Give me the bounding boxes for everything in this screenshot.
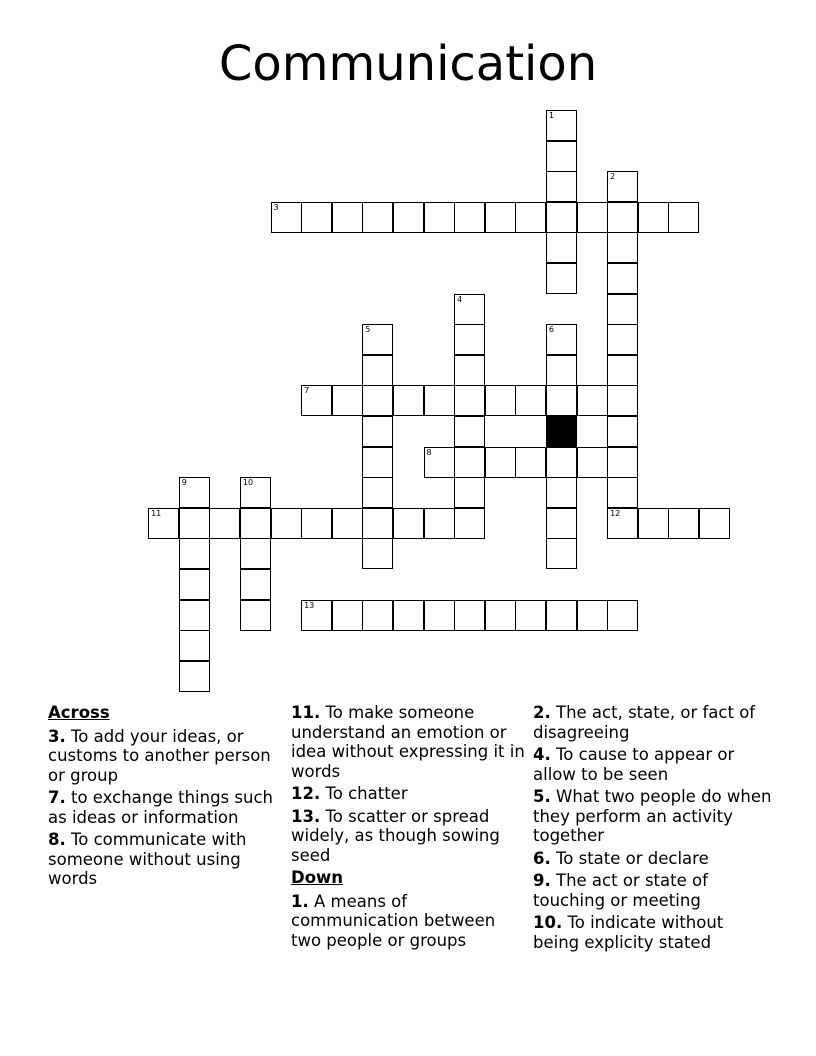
clue-text: To make someone understand an emotion or idea without expressing it in words: [291, 703, 525, 781]
grid-cell[interactable]: [179, 661, 210, 692]
clue-number: 11.: [291, 703, 321, 722]
grid-cell[interactable]: [485, 447, 516, 478]
grid-cell[interactable]: [454, 447, 485, 478]
grid-cell[interactable]: [607, 294, 638, 325]
cell-number: 2: [610, 172, 616, 182]
grid-cell[interactable]: [546, 477, 577, 508]
clue-number: 7.: [48, 788, 66, 807]
grid-cell[interactable]: [546, 324, 577, 355]
grid-cell[interactable]: [454, 294, 485, 325]
clue-number: 6.: [533, 848, 551, 868]
grid-cell[interactable]: [179, 477, 210, 508]
clue-down-10: [533, 913, 773, 952]
grid-cell[interactable]: [362, 538, 393, 569]
clue-down-1: [291, 892, 527, 951]
clue-column-2: [291, 703, 527, 953]
grid-cell[interactable]: [485, 202, 516, 233]
grid-cell[interactable]: [607, 416, 638, 447]
clue-text: To chatter: [325, 784, 408, 803]
grid-cell[interactable]: [240, 569, 271, 600]
page-title: Communication: [218, 36, 598, 92]
grid-cell[interactable]: [546, 600, 577, 631]
clue-text: The act, state, or fact of disagreeing: [533, 703, 756, 742]
cell-number: 7: [304, 386, 310, 396]
grid-cell[interactable]: [362, 508, 393, 539]
grid-cell[interactable]: [699, 508, 730, 539]
clue-across-7: [48, 788, 284, 827]
grid-cell[interactable]: [454, 355, 485, 386]
grid-cell[interactable]: [454, 416, 485, 447]
clue-number: 10.: [533, 913, 563, 932]
clue-text: To communicate with someone without using words: [48, 830, 247, 888]
grid-cell[interactable]: [332, 508, 363, 539]
clue-column-3: [533, 703, 773, 955]
grid-cell[interactable]: [179, 538, 210, 569]
clue-across-12: [291, 784, 527, 804]
grid-cell[interactable]: [515, 600, 546, 631]
clue-text: To state or declare: [556, 848, 709, 868]
cell-number: 10: [242, 478, 254, 488]
clue-number: 2.: [533, 703, 551, 722]
clue-across-8: [48, 830, 284, 889]
clue-number: 13.: [291, 806, 321, 826]
grid-cell[interactable]: [362, 477, 393, 508]
black-cell: [546, 416, 577, 447]
grid-cell[interactable]: [240, 477, 271, 508]
grid-cell[interactable]: [546, 141, 577, 172]
grid-cell[interactable]: [577, 202, 608, 233]
grid-cell[interactable]: [454, 477, 485, 508]
grid-cell[interactable]: [179, 508, 210, 539]
grid-cell[interactable]: [301, 202, 332, 233]
grid-cell[interactable]: [515, 202, 546, 233]
cell-number: 8: [426, 447, 432, 457]
grid-cell[interactable]: [240, 508, 271, 539]
grid-cell[interactable]: [454, 324, 485, 355]
clue-down-9: [533, 871, 773, 910]
grid-cell[interactable]: [546, 538, 577, 569]
grid-cell[interactable]: [577, 600, 608, 631]
clue-text: to exchange things such as ideas or information: [48, 788, 273, 827]
cell-number: 3: [273, 202, 279, 212]
grid-cell[interactable]: [271, 202, 302, 233]
cell-number: 1: [548, 111, 554, 120]
clue-text: To cause to appear or allow to be seen: [533, 745, 735, 784]
grid-cell[interactable]: [362, 324, 393, 355]
grid-cell[interactable]: [546, 171, 577, 202]
grid-cell[interactable]: [454, 508, 485, 539]
grid-cell[interactable]: [424, 600, 455, 631]
grid-cell[interactable]: [301, 508, 332, 539]
grid-cell[interactable]: [607, 385, 638, 416]
grid-cell[interactable]: [546, 447, 577, 478]
grid-cell[interactable]: [607, 202, 638, 233]
grid-cell[interactable]: [546, 110, 577, 141]
grid-cell[interactable]: [485, 600, 516, 631]
grid-cell[interactable]: [546, 385, 577, 416]
clue-number: 4.: [533, 745, 551, 764]
clue-down-6: [533, 849, 773, 869]
grid-cell[interactable]: [546, 232, 577, 263]
grid-cell[interactable]: [546, 508, 577, 539]
grid-cell[interactable]: [638, 508, 669, 539]
grid-cell[interactable]: [454, 385, 485, 416]
grid-cell[interactable]: [546, 355, 577, 386]
clue-number: 3.: [48, 726, 66, 746]
grid-cell[interactable]: [179, 569, 210, 600]
grid-cell[interactable]: [271, 508, 302, 539]
grid-cell[interactable]: [607, 600, 638, 631]
grid-cell[interactable]: [607, 324, 638, 355]
grid-cell[interactable]: [148, 508, 179, 539]
grid-cell[interactable]: [546, 202, 577, 233]
grid-cell[interactable]: [362, 600, 393, 631]
clue-number: 12.: [291, 784, 321, 803]
clue-number: 9.: [533, 871, 551, 890]
grid-cell[interactable]: [607, 508, 638, 539]
cell-number: 5: [365, 325, 371, 335]
clue-down-5: [533, 787, 773, 846]
grid-cell[interactable]: [607, 477, 638, 508]
clue-down-2: [533, 703, 773, 742]
grid-cell[interactable]: [240, 600, 271, 631]
grid-cell[interactable]: [607, 355, 638, 386]
grid-cell[interactable]: [301, 600, 332, 631]
grid-cell[interactable]: [362, 385, 393, 416]
cell-number: 12: [610, 508, 621, 518]
clue-text: To scatter or spread widely, as though sowing seed: [291, 806, 500, 865]
grid-cell[interactable]: [209, 508, 240, 539]
grid-cell[interactable]: [332, 385, 363, 416]
grid-cell[interactable]: [668, 202, 699, 233]
grid-cell[interactable]: [424, 508, 455, 539]
grid-cell[interactable]: [179, 600, 210, 631]
cell-number: 4: [457, 294, 463, 304]
grid-cell[interactable]: [515, 385, 546, 416]
grid-cell[interactable]: [424, 202, 455, 233]
grid-cell[interactable]: [332, 600, 363, 631]
grid-cell[interactable]: [424, 385, 455, 416]
clue-number: 1.: [291, 891, 309, 911]
grid-cell[interactable]: [362, 416, 393, 447]
grid-cell[interactable]: [240, 538, 271, 569]
clue-column-1: [48, 703, 284, 892]
grid-cell[interactable]: [607, 263, 638, 294]
clue-across-3: [48, 727, 284, 786]
grid-cell[interactable]: [393, 508, 424, 539]
grid-cell[interactable]: [393, 600, 424, 631]
clue-text: What two people do when they perform an activity together: [533, 787, 772, 845]
grid-cell[interactable]: [638, 202, 669, 233]
cell-number: 6: [548, 325, 554, 335]
grid-cell[interactable]: [424, 447, 455, 478]
grid-cell[interactable]: [577, 447, 608, 478]
grid-cell[interactable]: [607, 232, 638, 263]
grid-cell[interactable]: [362, 447, 393, 478]
grid-cell[interactable]: [515, 447, 546, 478]
grid-cell[interactable]: [362, 355, 393, 386]
grid-cell[interactable]: [362, 202, 393, 233]
clue-down-4: [533, 745, 773, 784]
grid-cell[interactable]: [393, 202, 424, 233]
cell-number: 13: [304, 600, 315, 610]
clue-text: To add your ideas, or customs to another person or group: [48, 726, 271, 785]
grid-cell[interactable]: [485, 385, 516, 416]
grid-cell[interactable]: [577, 385, 608, 416]
grid-cell[interactable]: [179, 630, 210, 661]
cell-number: 11: [151, 508, 162, 518]
grid-cell[interactable]: [668, 508, 699, 539]
grid-cell[interactable]: [607, 171, 638, 202]
clue-number: 5.: [533, 787, 551, 806]
clue-text: A means of communication between two people or groups: [291, 891, 496, 950]
grid-cell[interactable]: [607, 447, 638, 478]
grid-cell[interactable]: [546, 263, 577, 294]
grid-cell[interactable]: [332, 202, 363, 233]
grid-cell[interactable]: [454, 600, 485, 631]
clue-across-11: [291, 703, 527, 781]
clue-across-13: [291, 807, 527, 866]
grid-cell[interactable]: [454, 202, 485, 233]
grid-cell[interactable]: [393, 385, 424, 416]
clue-number: 8.: [48, 830, 66, 849]
across-heading: Across: [48, 703, 110, 722]
grid-cell[interactable]: [301, 385, 332, 416]
cell-number: 9: [181, 478, 187, 488]
clue-text: To indicate without being explicity stated: [533, 913, 724, 952]
clue-text: The act or state of touching or meeting: [533, 871, 708, 910]
down-heading: Down: [291, 868, 344, 887]
